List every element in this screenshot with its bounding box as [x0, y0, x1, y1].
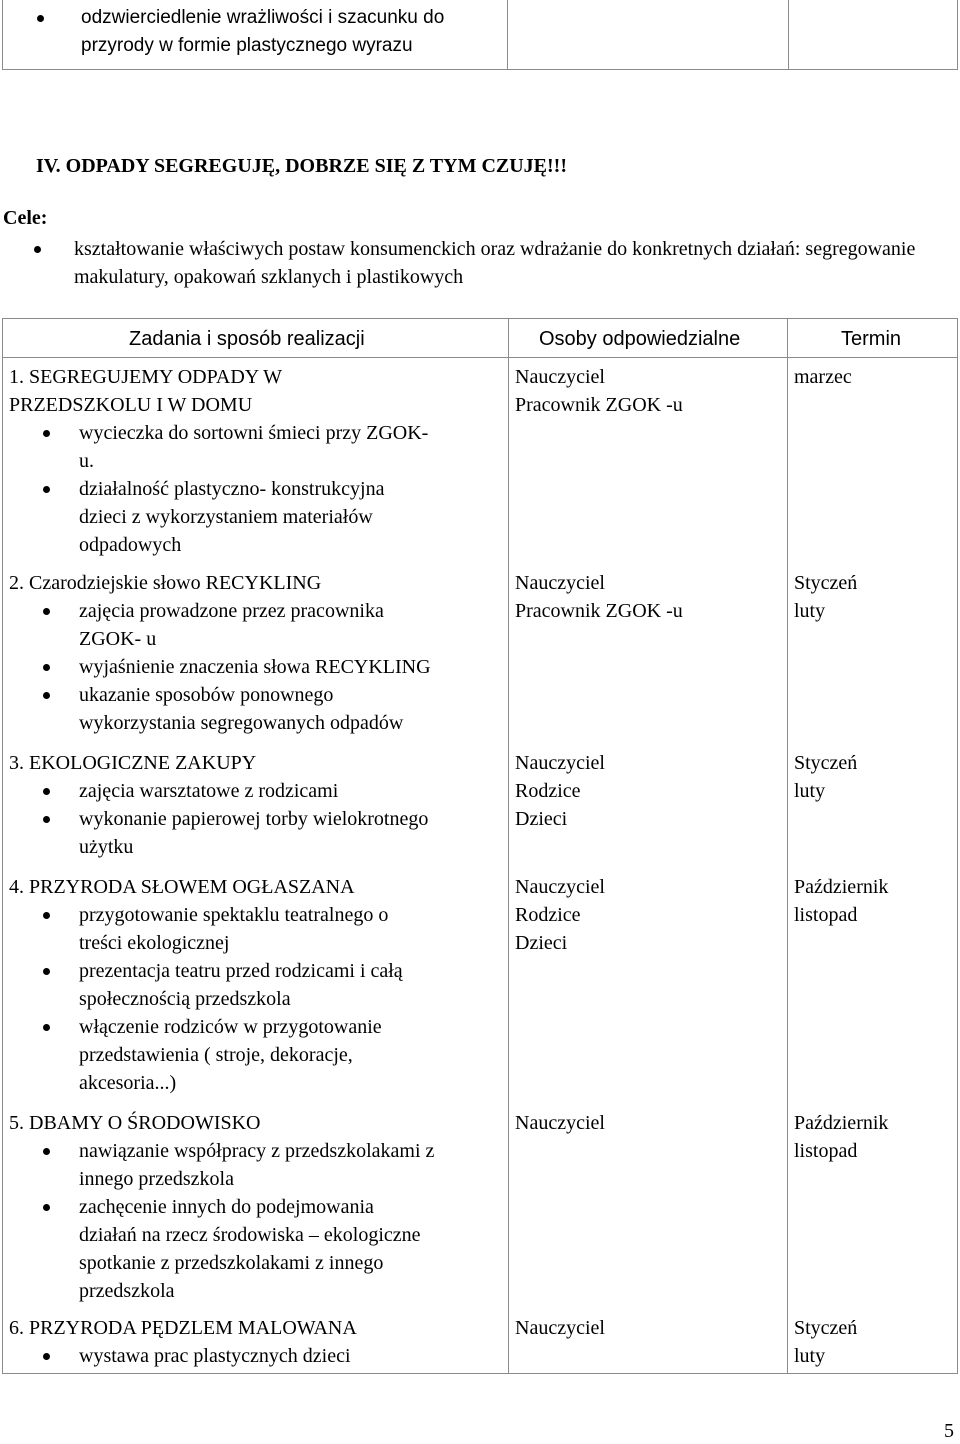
term: luty	[794, 780, 826, 802]
text-line: zajęcia prowadzone przez pracownika	[79, 600, 384, 622]
text-line: nawiązanie współpracy z przedszkolakami z	[79, 1140, 435, 1162]
bullet-icon	[43, 788, 50, 795]
bullet-icon	[43, 968, 50, 975]
text-line: zachęcenie innych do podejmowania	[79, 1196, 374, 1218]
text-line: działań na rzecz środowiska – ekologiczne	[79, 1224, 421, 1246]
list-item	[3, 653, 504, 681]
goals-item: kształtowanie właściwych postaw konsumenckich oraz wdrażanie do konkretnych działań: segregowanie makulatury, opakowań szklanych i plastikowych	[74, 238, 916, 288]
row-persons	[515, 569, 780, 625]
term: Październik	[794, 876, 889, 898]
person: Nauczyciel	[515, 1317, 605, 1339]
text-line: włączenie rodziców w przygotowanie	[79, 1016, 382, 1038]
bullet-icon	[43, 486, 50, 493]
text-line: ZGOK- u	[79, 628, 157, 650]
row-persons	[515, 1109, 780, 1137]
text-line: wyjaśnienie znaczenia słowa RECYKLING	[79, 656, 431, 678]
column-divider	[508, 319, 509, 1373]
term: luty	[794, 1345, 826, 1367]
list-item	[3, 475, 504, 559]
list-item	[3, 1193, 504, 1305]
row-title: 1. SEGREGUJEMY ODPADY W	[9, 366, 282, 388]
text-line: wykonanie papierowej torby wielokrotnego	[79, 808, 429, 830]
term: Październik	[794, 1112, 889, 1134]
row-title: 3. EKOLOGICZNE ZAKUPY	[9, 752, 257, 774]
text-line: przedszkola	[79, 1280, 175, 1302]
list-item	[3, 957, 504, 1013]
table-row	[9, 1314, 504, 1370]
bullet-icon	[43, 816, 50, 823]
person: Pracownik ZGOK -u	[515, 600, 683, 622]
person: Dzieci	[515, 808, 568, 830]
bullet-icon	[43, 430, 50, 437]
row-title: PRZEDSZKOLU I W DOMU	[9, 394, 253, 416]
header-divider	[3, 357, 957, 358]
person: Pracownik ZGOK -u	[515, 394, 683, 416]
table-row	[9, 873, 504, 1097]
person: Dzieci	[515, 932, 568, 954]
row-persons	[515, 1314, 780, 1342]
bullet-icon	[43, 1024, 50, 1031]
row-term	[794, 569, 954, 625]
list-item	[3, 777, 504, 805]
list-item	[3, 597, 504, 653]
person: Nauczyciel	[515, 572, 605, 594]
text-line: wykorzystania segregowanych odpadów	[79, 712, 404, 734]
row-term	[794, 1314, 954, 1370]
bullet-icon	[43, 608, 50, 615]
person: Rodzice	[515, 904, 581, 926]
text-line: innego przedszkola	[79, 1168, 234, 1190]
table-row	[9, 1109, 504, 1305]
bullet-icon	[37, 15, 44, 22]
bullet-icon	[43, 912, 50, 919]
tasks-table	[2, 318, 958, 1374]
bullet-icon	[43, 692, 50, 699]
term: Styczeń	[794, 572, 858, 594]
text-line: ukazanie sposobów ponownego	[79, 684, 334, 706]
term: listopad	[794, 1140, 858, 1162]
bullet-icon	[43, 1204, 50, 1211]
list-item	[3, 1137, 504, 1193]
text-line: użytku	[79, 836, 134, 858]
text-line: przyrody w formie plastycznego wyrazu	[81, 35, 413, 56]
bullet-icon	[43, 1148, 50, 1155]
page-number: 5	[944, 1420, 954, 1442]
row-title: 5. DBAMY O ŚRODOWISKO	[9, 1112, 261, 1134]
table-row	[9, 569, 504, 737]
text-line: przedstawienia ( stroje, dekoracje,	[79, 1044, 353, 1066]
bullet-icon	[43, 664, 50, 671]
header-term: Termin	[841, 328, 902, 350]
table-row	[9, 749, 504, 861]
text-line: odzwierciedlenie wrażliwości i szacunku do	[81, 7, 445, 28]
list-item	[3, 1342, 504, 1370]
person: Nauczyciel	[515, 366, 605, 388]
text-line: prezentacja teatru przed rodzicami i całą	[79, 960, 403, 982]
section-heading: IV. ODPADY SEGREGUJĘ, DOBRZE SIĘ Z TYM CZUJĘ!!!	[36, 155, 568, 177]
header-persons: Osoby odpowiedzialne	[539, 328, 741, 350]
continuation-cell-tasks	[3, 0, 508, 69]
row-persons	[515, 363, 780, 419]
term: Styczeń	[794, 1317, 858, 1339]
text-line: wystawa prac plastycznych dzieci	[79, 1345, 351, 1367]
person: Nauczyciel	[515, 1112, 605, 1134]
table-row	[9, 363, 504, 559]
term: luty	[794, 600, 826, 622]
text-line: spotkanie z przedszkolakami z innego	[79, 1252, 384, 1274]
bullet-icon	[34, 246, 41, 253]
person: Nauczyciel	[515, 752, 605, 774]
person: Nauczyciel	[515, 876, 605, 898]
text-line: dzieci z wykorzystaniem materiałów	[79, 506, 373, 528]
row-term	[794, 363, 954, 391]
text-line: społecznością przedszkola	[79, 988, 291, 1010]
row-title: 6. PRZYRODA PĘDZLEM MALOWANA	[9, 1317, 357, 1339]
row-term	[794, 1109, 954, 1165]
text-line: u.	[79, 450, 94, 472]
continuation-table	[2, 0, 958, 70]
row-term	[794, 749, 954, 805]
row-title: 2. Czarodziejskie słowo RECYKLING	[9, 572, 322, 594]
text-line: zajęcia warsztatowe z rodzicami	[79, 780, 339, 802]
term: listopad	[794, 904, 858, 926]
term: marzec	[794, 366, 852, 388]
list-item	[3, 805, 504, 861]
text-line: przygotowanie spektaklu teatralnego o	[79, 904, 389, 926]
person: Rodzice	[515, 780, 581, 802]
row-persons	[515, 873, 780, 957]
list-item	[3, 901, 504, 957]
text-line: treści ekologicznej	[79, 932, 230, 954]
text-line: odpadowych	[79, 534, 182, 556]
goals-label: Cele:	[3, 207, 48, 229]
list-item	[3, 419, 504, 475]
text-line: wycieczka do sortowni śmieci przy ZGOK-	[79, 422, 429, 444]
row-term	[794, 873, 954, 929]
list-item	[3, 1013, 504, 1097]
column-divider	[787, 319, 788, 1373]
continuation-bullet-text	[81, 4, 501, 60]
row-title: 4. PRZYRODA SŁOWEM OGŁASZANA	[9, 876, 355, 898]
text-line: działalność plastyczno- konstrukcyjna	[79, 478, 385, 500]
header-tasks: Zadania i sposób realizacji	[129, 328, 365, 350]
text-line: akcesoria...)	[79, 1072, 177, 1094]
list-item	[3, 681, 504, 737]
continuation-cell-persons	[508, 0, 789, 69]
term: Styczeń	[794, 752, 858, 774]
bullet-icon	[43, 1353, 50, 1360]
row-persons	[515, 749, 780, 833]
